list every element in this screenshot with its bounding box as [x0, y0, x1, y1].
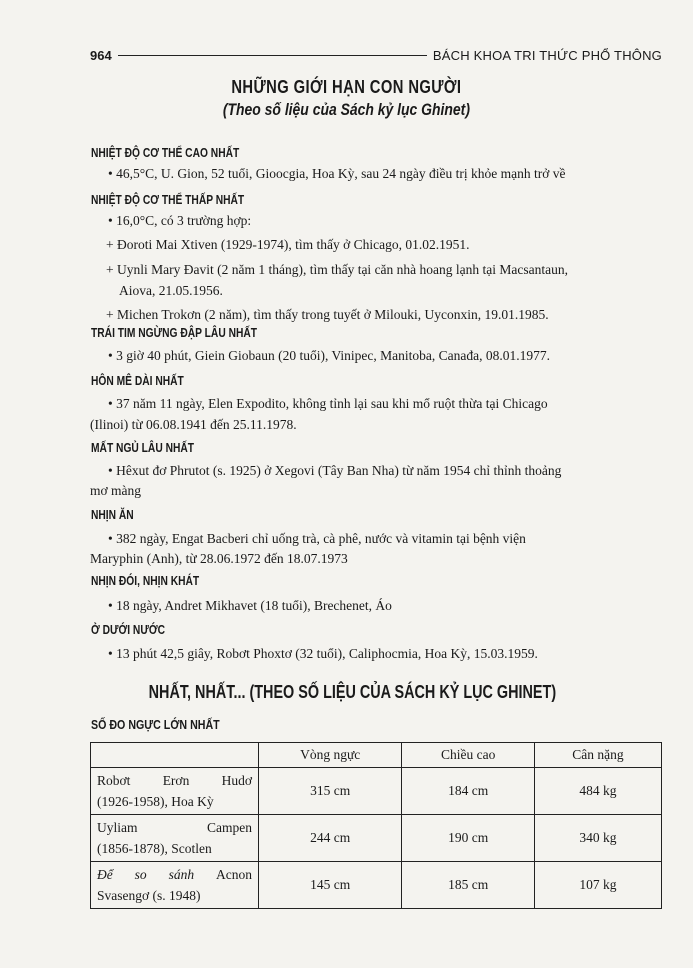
- section-heading: Ở DƯỚI NƯỚC: [91, 623, 165, 637]
- header-weight: Cân nặng: [534, 743, 661, 768]
- table-row: [91, 815, 662, 862]
- record-line: (Ilinoi) từ 06.08.1941 đến 25.11.1978.: [90, 417, 297, 432]
- name-word: Uyliam: [97, 820, 138, 835]
- section-heading: NHIỆT ĐỘ CƠ THỂ THẤP NHẤT: [91, 193, 245, 207]
- record-line: + Uynli Mary Đavit (2 năm 1 tháng), tìm thấy tại căn nhà hoang lạnh tại Macsantaun,: [106, 262, 568, 277]
- name-word: Erơn: [162, 773, 190, 788]
- record-line: • 16,0°C, có 3 trường hợp:: [108, 213, 252, 228]
- name-word: so: [134, 867, 147, 882]
- section-heading: NHIỆT ĐỘ CƠ THỂ CAO NHẤT: [91, 146, 240, 160]
- weight-value: 107 kg: [534, 862, 661, 909]
- page-subtitle: (Theo số liệu của Sách kỷ lục Ghinet): [222, 100, 470, 119]
- name-detail: Svasengơ (s. 1948): [97, 888, 201, 903]
- header-chest: Vòng ngực: [259, 743, 402, 768]
- page-title: NHỮNG GIỚI HẠN CON NGƯỜI: [231, 77, 462, 97]
- table-row: [91, 862, 662, 909]
- name-word: Campen: [207, 820, 252, 835]
- name-word: sánh: [168, 867, 195, 882]
- record-line: mơ màng: [90, 483, 142, 498]
- record-line: Maryphin (Anh), từ 28.06.1972 đến 18.07.1973: [90, 551, 348, 566]
- header-height: Chiều cao: [402, 743, 535, 768]
- weight-value: 484 kg: [534, 768, 661, 815]
- height-value: 185 cm: [402, 862, 535, 909]
- weight-value: 340 kg: [534, 815, 661, 862]
- section-heading: NHỊN ĂN: [91, 508, 134, 522]
- height-value: 190 cm: [402, 815, 535, 862]
- chest-value: 315 cm: [259, 768, 402, 815]
- name-word: Acnon: [216, 867, 252, 882]
- person-name: [91, 815, 259, 862]
- section-heading: MẤT NGỦ LÂU NHẤT: [91, 441, 195, 455]
- record-line: • 18 ngày, Andret Mikhavet (18 tuổi), Brechenet, Áo: [108, 598, 392, 613]
- name-detail: (1856-1878), Scotlen: [97, 841, 212, 856]
- section-heading: HÔN MÊ DÀI NHẤT: [91, 374, 184, 388]
- table-header-row: [91, 743, 662, 768]
- chest-value: 145 cm: [259, 862, 402, 909]
- record-line: • 382 ngày, Engat Bacberi chỉ uống trà, cà phê, nước và vitamin tại bệnh viện: [108, 531, 526, 546]
- record-line: Aiova, 21.05.1956.: [119, 283, 223, 298]
- name-detail: (1926-1958), Hoa Kỳ: [97, 794, 214, 809]
- height-value: 184 cm: [402, 768, 535, 815]
- record-line: • Hêxut đơ Phrutot (s. 1925) ở Xegovi (Tây Ban Nha) từ năm 1954 chỉ thỉnh thoảng: [108, 463, 562, 478]
- name-word: Robơt: [97, 773, 131, 788]
- header-cell-empty: [91, 743, 259, 768]
- table-heading: SỐ ĐO NGỰC LỚN NHẤT: [91, 717, 220, 732]
- book-title: BÁCH KHOA TRI THỨC PHỔ THÔNG: [432, 47, 662, 63]
- record-line: • 46,5°C, U. Gion, 52 tuổi, Gioocgia, Hoa Kỳ, sau 24 ngày điều trị khỏe mạnh trở về: [108, 166, 566, 181]
- running-header: [90, 44, 662, 66]
- section-heading: NHỊN ĐÓI, NHỊN KHÁT: [91, 574, 200, 588]
- page-number: 964: [90, 47, 112, 63]
- person-name: [91, 862, 259, 909]
- header-rule: [118, 55, 427, 56]
- record-line: + Đoroti Mai Xtiven (1929-1974), tìm thấy ở Chicago, 01.02.1951.: [106, 237, 470, 252]
- chest-value: 244 cm: [259, 815, 402, 862]
- table-row: [91, 768, 662, 815]
- person-name: [91, 768, 259, 815]
- record-line: • 13 phút 42,5 giây, Robơt Phoxtơ (32 tuổi), Caliphocmia, Hoa Kỳ, 15.03.1959.: [108, 646, 538, 661]
- name-word: Để: [97, 867, 113, 882]
- record-line: • 3 giờ 40 phút, Giein Giobaun (20 tuổi), Vinipec, Manitoba, Canađa, 08.01.1977.: [108, 348, 550, 363]
- name-word: Hudơ: [221, 773, 252, 788]
- section-title: NHẤT, NHẤT... (THEO SỐ LIỆU CỦA SÁCH KỶ LỤC GHINET): [148, 682, 557, 702]
- section-heading: TRÁI TIM NGỪNG ĐẬP LÂU NHẤT: [91, 326, 258, 340]
- record-table: [90, 742, 662, 909]
- record-line: • 37 năm 11 ngày, Elen Expodito, không tỉnh lại sau khi mổ ruột thừa tại Chicago: [108, 396, 548, 411]
- record-line: + Michen Trokơn (2 năm), tìm thấy trong tuyết ở Milouki, Uyconxin, 19.01.1985.: [106, 307, 549, 322]
